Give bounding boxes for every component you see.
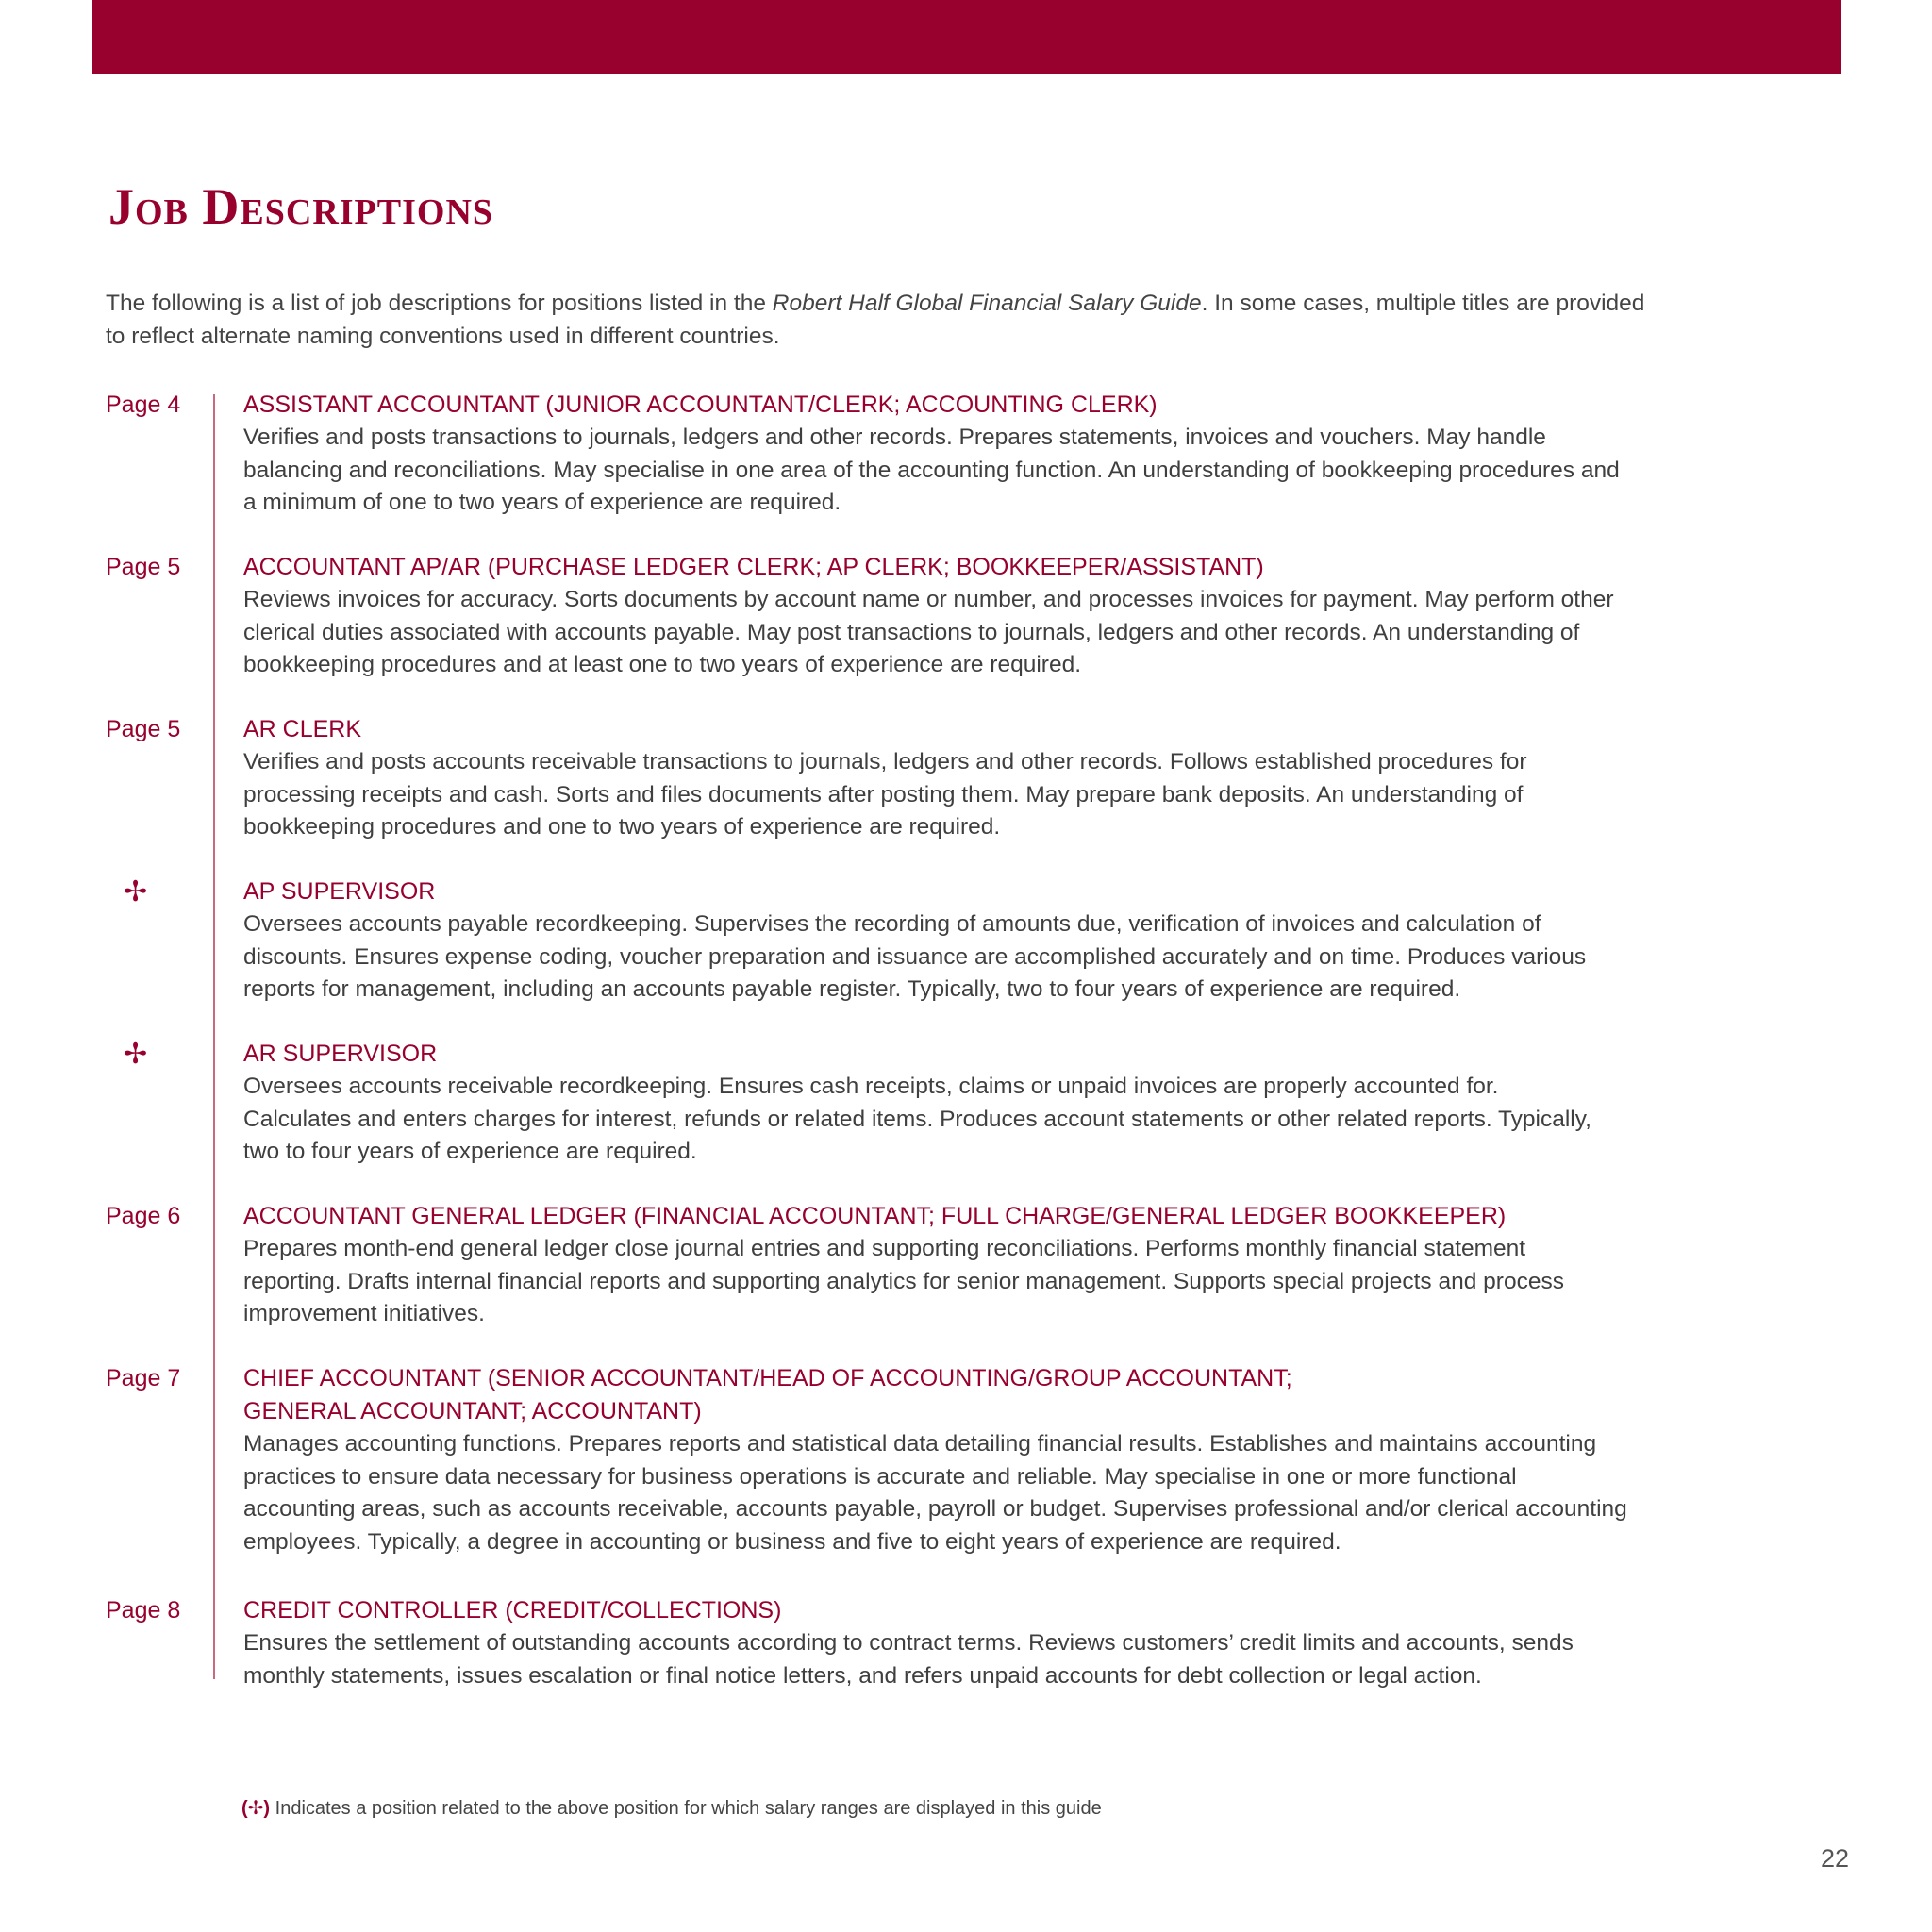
job-description-line: clerical duties associated with accounts payable. May post transactions to journals, ledgers and other records. An understanding of xyxy=(243,619,1580,645)
job-description xyxy=(243,1233,1753,1331)
job-entry-body xyxy=(243,551,1753,682)
intro-text-after: . In some cases, multiple titles are provided xyxy=(1201,291,1645,316)
job-title xyxy=(243,1038,1753,1071)
page-reference: Page 5 xyxy=(106,716,181,742)
job-entry-body xyxy=(243,875,1753,1007)
job-title-line: ACCOUNTANT AP/AR (PURCHASE LEDGER CLERK; AP CLERK; BOOKKEEPER/ASSISTANT) xyxy=(243,554,1264,580)
page-reference: Page 7 xyxy=(106,1365,181,1391)
related-position-icon: ✢ xyxy=(124,876,148,908)
page-reference: Page 6 xyxy=(106,1203,181,1229)
job-description-line: Calculates and enters charges for interest, refunds or related items. Produces account statements or other related reports. Typically, xyxy=(243,1106,1591,1132)
job-title xyxy=(243,1594,1753,1627)
job-description-line: Manages accounting functions. Prepares reports and statistical data detailing financial results. Establishes and maintains accounting xyxy=(243,1431,1597,1457)
page-title: Job Descriptions xyxy=(108,178,494,235)
job-description xyxy=(243,1627,1753,1692)
job-description-line: processing receipts and cash. Sorts and files documents after posting them. May prepare bank deposits. An understanding of xyxy=(243,781,1524,808)
job-entry-body xyxy=(243,1200,1753,1331)
job-title-line: AP SUPERVISOR xyxy=(243,878,436,905)
job-entry-body xyxy=(243,389,1753,520)
job-description-line: accounting areas, such as accounts receivable, accounts payable, payroll or budget. Supervises professional and/or clerical accounting xyxy=(243,1496,1627,1522)
job-title-line: CREDIT CONTROLLER (CREDIT/COLLECTIONS) xyxy=(243,1597,782,1624)
job-description-line: bookkeeping procedures and one to two years of experience are required. xyxy=(243,814,1001,840)
job-description-line: Oversees accounts receivable recordkeeping. Ensures cash receipts, claims or unpaid invoices are properly accounted for. xyxy=(243,1074,1499,1099)
job-entry-body xyxy=(243,1038,1753,1169)
page-reference: Page 5 xyxy=(106,554,181,580)
job-description-line: discounts. Ensures expense coding, voucher preparation and issuance are accomplished accurately and on time. Produces various xyxy=(243,943,1587,970)
job-description-line: improvement initiatives. xyxy=(243,1301,485,1326)
job-entry-body xyxy=(243,1362,1753,1558)
job-title-line: GENERAL ACCOUNTANT; ACCOUNTANT) xyxy=(243,1398,702,1424)
job-description xyxy=(243,1071,1753,1169)
job-description-line: Prepares month-end general ledger close journal entries and supporting reconciliations. Performs monthly financial statement xyxy=(243,1236,1526,1261)
page-reference: Page 4 xyxy=(106,391,181,418)
job-title xyxy=(243,713,1753,746)
job-title-line: ACCOUNTANT GENERAL LEDGER (FINANCIAL ACCOUNTANT; FULL CHARGE/GENERAL LEDGER BOOKKEEPER) xyxy=(243,1203,1507,1229)
job-description-line: bookkeeping procedures and at least one to two years of experience are required. xyxy=(243,652,1082,677)
job-description-line: reporting. Drafts internal financial reports and supporting analytics for senior management. Supports special projects and process xyxy=(243,1268,1564,1294)
job-title xyxy=(243,389,1753,422)
guide-title: Robert Half Global Financial Salary Guide xyxy=(772,291,1202,316)
job-description-line: practices to ensure data necessary for business operations is accurate and reliable. May specialise in one or more functional xyxy=(243,1463,1517,1490)
job-description-line: reports for management, including an accounts payable register. Typically, two to four years of experience are required. xyxy=(243,976,1461,1002)
intro-paragraph xyxy=(106,287,1728,353)
job-description-line: a minimum of one to two years of experience are required. xyxy=(243,490,841,515)
related-position-icon: ✢ xyxy=(124,1039,148,1070)
job-description xyxy=(243,1428,1753,1558)
page-number: 22 xyxy=(1821,1844,1850,1873)
intro-text-before: The following is a list of job descriptions for positions listed in the xyxy=(106,291,773,316)
job-description-line: balancing and reconciliations. May specialise in one area of the accounting function. An understanding of bookkeeping procedures and xyxy=(243,457,1620,483)
job-title-line: CHIEF ACCOUNTANT (SENIOR ACCOUNTANT/HEAD OF ACCOUNTING/GROUP ACCOUNTANT; xyxy=(243,1365,1292,1391)
intro-line-2: to reflect alternate naming conventions used in different countries. xyxy=(106,324,780,349)
job-title-line: AR CLERK xyxy=(243,716,362,742)
job-description-line: Ensures the settlement of outstanding accounts according to contract terms. Reviews customers’ credit limits and accounts, sends xyxy=(243,1630,1574,1656)
job-title xyxy=(243,875,1753,908)
job-description xyxy=(243,908,1753,1007)
job-description-line: employees. Typically, a degree in accounting or business and five to eight years of experience are required. xyxy=(243,1528,1341,1555)
job-title xyxy=(243,551,1753,584)
job-description xyxy=(243,422,1753,520)
job-entry-body xyxy=(243,713,1753,844)
job-title-line: ASSISTANT ACCOUNTANT (JUNIOR ACCOUNTANT/CLERK; ACCOUNTING CLERK) xyxy=(243,391,1158,418)
job-description-line: two to four years of experience are required. xyxy=(243,1139,697,1164)
job-title xyxy=(243,1362,1753,1428)
job-description-line: Oversees accounts payable recordkeeping. Supervises the recording of amounts due, verification of invoices and calculation of xyxy=(243,911,1541,937)
job-description-line: Reviews invoices for accuracy. Sorts documents by account name or number, and processes invoices for payment. May perform other xyxy=(243,587,1614,612)
top-banner xyxy=(92,0,1841,74)
job-description-line: monthly statements, issues escalation or final notice letters, and refers unpaid accounts for debt collection or legal action. xyxy=(243,1662,1482,1689)
job-description-line: Verifies and posts transactions to journals, ledgers and other records. Prepares statements, invoices and vouchers. May handle xyxy=(243,425,1546,450)
job-title xyxy=(243,1200,1753,1233)
vertical-divider xyxy=(213,394,215,1679)
page-reference: Page 8 xyxy=(106,1597,181,1624)
related-position-icon: (✢) xyxy=(242,1798,271,1819)
job-description-line: Verifies and posts accounts receivable transactions to journals, ledgers and other records. Follows established procedures for xyxy=(243,749,1527,774)
footnote-text: Indicates a position related to the above position for which salary ranges are displayed in this guide xyxy=(270,1798,1102,1819)
intro-line-1 xyxy=(106,287,1728,320)
footnote xyxy=(242,1794,1102,1823)
job-description xyxy=(243,746,1753,844)
job-entry-body xyxy=(243,1594,1753,1692)
job-description xyxy=(243,584,1753,682)
job-title-line: AR SUPERVISOR xyxy=(243,1041,438,1067)
